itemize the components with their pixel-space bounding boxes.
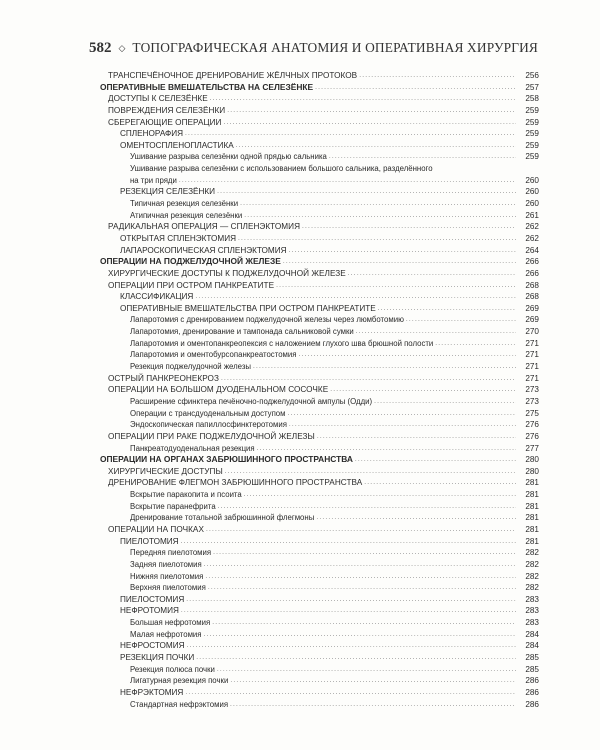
toc-entry-page: 259 xyxy=(516,128,539,140)
toc-entry[interactable] xyxy=(100,617,539,629)
dot-leader xyxy=(186,594,516,606)
dot-leader xyxy=(181,536,516,548)
toc-entry[interactable] xyxy=(100,326,539,338)
toc-entry[interactable] xyxy=(100,198,539,210)
toc-entry[interactable] xyxy=(100,571,539,583)
toc-entry-title: Задняя пиелотомия xyxy=(130,559,202,569)
running-title: ТОПОГРАФИЧЕСКАЯ АНАТОМИЯ И ОПЕРАТИВНАЯ ХИРУРГИЯ xyxy=(132,40,538,55)
toc-entry-page: 260 xyxy=(516,186,539,198)
toc-entry-page: 269 xyxy=(516,303,539,315)
dot-leader xyxy=(330,384,516,396)
dot-leader xyxy=(181,605,516,617)
toc-entry[interactable] xyxy=(100,245,539,257)
toc-entry-page: 258 xyxy=(516,93,539,105)
toc-entry[interactable] xyxy=(100,349,539,361)
toc-entry[interactable] xyxy=(100,559,539,571)
toc-entry[interactable] xyxy=(100,373,539,385)
toc-entry-page: 280 xyxy=(516,454,539,466)
toc-entry-title: ПИЕЛОТОМИЯ xyxy=(120,536,179,546)
toc-entry[interactable] xyxy=(100,536,539,548)
diamond-icon: ◇ xyxy=(118,43,126,53)
toc-entry[interactable] xyxy=(100,477,539,489)
toc-entry[interactable] xyxy=(100,105,539,117)
dot-leader xyxy=(244,210,516,222)
toc-entry-page: 286 xyxy=(516,675,539,687)
toc-entry[interactable] xyxy=(100,466,539,478)
toc-entry-title: НЕФРОТОМИЯ xyxy=(120,606,179,616)
toc-entry-page: 259 xyxy=(516,151,539,163)
toc-entry[interactable] xyxy=(100,175,539,187)
toc-entry-page: 268 xyxy=(516,291,539,303)
dot-leader xyxy=(289,245,516,257)
toc-entry[interactable] xyxy=(100,408,539,420)
dot-leader xyxy=(329,151,516,163)
dot-leader xyxy=(236,140,516,152)
dot-leader xyxy=(359,70,516,82)
toc-entry[interactable] xyxy=(100,256,539,268)
toc-entry[interactable] xyxy=(100,605,539,617)
dot-leader xyxy=(185,687,516,699)
dot-leader xyxy=(406,314,516,326)
toc-entry[interactable] xyxy=(100,314,539,326)
dot-leader xyxy=(195,291,516,303)
dot-leader xyxy=(204,559,516,571)
toc-entry-page: 257 xyxy=(516,82,539,94)
toc-entry[interactable] xyxy=(100,501,539,513)
toc-entry[interactable] xyxy=(100,186,539,198)
dot-leader xyxy=(348,268,516,280)
dot-leader xyxy=(356,326,516,338)
toc-entry[interactable] xyxy=(100,280,539,292)
dot-leader xyxy=(205,571,516,583)
toc-entry-title: Панкреатодуоденальная резекция xyxy=(130,443,255,453)
dot-leader xyxy=(316,512,516,524)
toc-entry-title: СПЛЕНОРАФИЯ xyxy=(120,129,184,139)
toc-entry-title: ТРАНСПЕЧЁНОЧНОЕ ДРЕНИРОВАНИЕ ЖЁЛЧНЫХ ПРОТОКОВ xyxy=(108,71,358,80)
toc-entry[interactable] xyxy=(100,396,539,408)
dot-leader xyxy=(374,396,516,408)
toc-entry-title: НЕФРЭКТОМИЯ xyxy=(120,687,184,697)
toc-entry-page: 266 xyxy=(516,268,539,280)
toc-entry[interactable] xyxy=(100,210,539,222)
toc-entry-page: 284 xyxy=(516,629,539,641)
dot-leader xyxy=(364,477,516,489)
toc-entry-page: 266 xyxy=(516,256,539,268)
table-of-contents xyxy=(100,70,539,710)
toc-entry[interactable] xyxy=(100,664,539,676)
toc-entry-page: 285 xyxy=(516,664,539,676)
dot-leader xyxy=(224,117,517,129)
dot-leader xyxy=(288,408,516,420)
page-header xyxy=(89,40,560,57)
toc-entry-title: ОПЕРАЦИИ НА ПОДЖЕЛУДОЧНОЙ ЖЕЛЕЗЕ xyxy=(100,256,281,267)
toc-entry[interactable] xyxy=(100,652,539,664)
toc-entry-title: РЕЗЕКЦИЯ ПОЧКИ xyxy=(120,653,195,663)
toc-entry-page: 283 xyxy=(516,594,539,606)
toc-entry-title: ОПЕРАЦИИ НА ПОЧКАХ xyxy=(108,524,204,534)
dot-leader xyxy=(213,547,516,559)
dot-leader xyxy=(244,489,516,501)
dot-leader xyxy=(185,128,516,140)
toc-entry-title: СБЕРЕГАЮЩИЕ ОПЕРАЦИИ xyxy=(108,117,222,127)
toc-entry-page: 286 xyxy=(516,699,539,711)
toc-entry[interactable] xyxy=(100,675,539,687)
dot-leader xyxy=(210,93,516,105)
toc-entry-title: на три пряди xyxy=(130,175,177,185)
toc-entry-title: КЛАССИФИКАЦИЯ xyxy=(120,292,194,302)
toc-entry-title: ОТКРЫТАЯ СПЛЕНЭКТОМИЯ xyxy=(120,233,237,243)
toc-entry-title: Верхняя пиелотомия xyxy=(130,583,206,593)
dot-leader xyxy=(217,186,516,198)
toc-entry-page: 268 xyxy=(516,280,539,292)
toc-entry[interactable] xyxy=(100,128,539,140)
toc-entry-page: 256 xyxy=(516,70,539,82)
dot-leader xyxy=(355,454,516,466)
toc-entry-title: ЛАПАРОСКОПИЧЕСКАЯ СПЛЕНЭКТОМИЯ xyxy=(120,245,287,255)
toc-entry-title: ПИЕЛОСТОМИЯ xyxy=(120,594,185,604)
dot-leader xyxy=(302,221,516,233)
toc-entry-title: Атипичная резекция селезёнки xyxy=(130,210,243,220)
toc-entry[interactable] xyxy=(100,117,539,129)
toc-entry[interactable] xyxy=(100,140,539,152)
toc-entry-title: ДОСТУПЫ К СЕЛЕЗЁНКЕ xyxy=(108,94,208,104)
dot-leader xyxy=(240,198,516,210)
dot-leader xyxy=(217,664,516,676)
toc-entry[interactable] xyxy=(100,361,539,373)
toc-entry[interactable] xyxy=(100,93,539,105)
toc-entry-title: Передняя пиелотомия xyxy=(130,548,212,558)
toc-entry[interactable] xyxy=(100,303,539,315)
toc-entry-page: 280 xyxy=(516,466,539,478)
toc-entry-page: 282 xyxy=(516,571,539,583)
toc-entry-page: 273 xyxy=(516,384,539,396)
toc-entry[interactable] xyxy=(100,384,539,396)
toc-entry[interactable] xyxy=(100,268,539,280)
toc-entry-page: 281 xyxy=(516,477,539,489)
toc-entry-title: ОПЕРАЦИИ НА ОРГАНАХ ЗАБРЮШИННОГО ПРОСТРАНСТВА xyxy=(100,454,353,465)
toc-entry[interactable] xyxy=(100,233,539,245)
toc-entry[interactable] xyxy=(100,512,539,524)
toc-entry-title: Операции с трансдуоденальным доступом xyxy=(130,408,286,418)
dot-leader xyxy=(317,431,516,443)
toc-entry-page: 281 xyxy=(516,524,539,536)
toc-entry-title: Лигатурная резекция почки xyxy=(130,676,229,686)
toc-entry[interactable] xyxy=(100,629,539,641)
toc-entry-page: 259 xyxy=(516,117,539,129)
toc-entry-title: ОСТРЫЙ ПАНКРЕОНЕКРОЗ xyxy=(108,373,219,383)
dot-leader xyxy=(253,361,516,373)
toc-entry-page: 271 xyxy=(516,349,539,361)
toc-entry-page: 271 xyxy=(516,373,539,385)
toc-entry-page: 259 xyxy=(516,140,539,152)
dot-leader xyxy=(227,105,516,117)
toc-entry-page: 261 xyxy=(516,210,539,222)
toc-entry-page: 270 xyxy=(516,326,539,338)
dot-leader xyxy=(196,652,516,664)
toc-entry-title: Лапаротомия с дренированием поджелудочной железы через люмботомию xyxy=(130,315,404,325)
toc-entry-page: 282 xyxy=(516,547,539,559)
toc-entry-title: ОПЕРАТИВНЫЕ ВМЕШАТЕЛЬСТВА ПРИ ОСТРОМ ПАНКРЕАТИТЕ xyxy=(120,303,376,313)
toc-entry-title: ХИРУРГИЧЕСКИЕ ДОСТУПЫ xyxy=(108,466,223,476)
toc-entry-page: 283 xyxy=(516,605,539,617)
page-number: 582 xyxy=(89,40,112,56)
toc-entry[interactable] xyxy=(100,431,539,443)
toc-entry-page: 260 xyxy=(516,198,539,210)
toc-entry[interactable] xyxy=(100,640,539,652)
toc-entry-title: ПОВРЕЖДЕНИЯ СЕЛЕЗЁНКИ xyxy=(108,105,226,115)
toc-entry-page: 262 xyxy=(516,221,539,233)
toc-entry[interactable] xyxy=(100,687,539,699)
toc-entry[interactable] xyxy=(100,547,539,559)
toc-entry-title: ОПЕРАТИВНЫЕ ВМЕШАТЕЛЬСТВА НА СЕЛЕЗЁНКЕ xyxy=(100,81,314,92)
toc-entry[interactable] xyxy=(100,524,539,536)
dot-leader xyxy=(378,303,516,315)
dot-leader xyxy=(187,640,516,652)
dot-leader xyxy=(218,501,516,513)
toc-entry[interactable] xyxy=(100,443,539,455)
toc-entry[interactable] xyxy=(100,594,539,606)
dot-leader xyxy=(289,419,516,431)
toc-entry-title: Большая нефротомия xyxy=(130,618,211,628)
toc-entry[interactable] xyxy=(100,221,539,233)
dot-leader xyxy=(212,617,516,629)
toc-entry-page: 281 xyxy=(516,536,539,548)
toc-entry-page: 271 xyxy=(516,361,539,373)
toc-entry-page: 282 xyxy=(516,582,539,594)
toc-entry-title: ОПЕРАЦИИ ПРИ ОСТРОМ ПАНКРЕАТИТЕ xyxy=(108,280,275,290)
dot-leader xyxy=(257,443,516,455)
toc-entry[interactable] xyxy=(100,582,539,594)
toc-entry-page: 283 xyxy=(516,617,539,629)
toc-entry[interactable] xyxy=(100,699,539,711)
toc-entry[interactable] xyxy=(100,70,539,82)
toc-entry-page: 281 xyxy=(516,512,539,524)
toc-entry-title: ОПЕРАЦИИ ПРИ РАКЕ ПОДЖЕЛУДОЧНОЙ ЖЕЛЕЗЫ xyxy=(108,431,315,441)
toc-entry[interactable] xyxy=(100,489,539,501)
toc-entry-page: 275 xyxy=(516,408,539,420)
toc-entry[interactable] xyxy=(100,291,539,303)
toc-entry-page: 281 xyxy=(516,489,539,501)
toc-entry-title: Нижняя пиелотомия xyxy=(130,571,204,581)
toc-entry-page: 277 xyxy=(516,443,539,455)
toc-entry-title: Дренирование тотальной забрюшинной флегмоны xyxy=(130,513,315,523)
toc-entry-page: 276 xyxy=(516,431,539,443)
toc-entry[interactable] xyxy=(100,151,539,163)
toc-entry-page: 262 xyxy=(516,233,539,245)
toc-entry-title: Вскрытие паракопита и псоита xyxy=(130,490,242,500)
toc-entry[interactable] xyxy=(100,338,539,350)
toc-entry-title: Вскрытие паранефрита xyxy=(130,501,216,511)
toc-entry-title: РЕЗЕКЦИЯ СЕЛЕЗЁНКИ xyxy=(120,187,216,197)
toc-entry-title: Типичная резекция селезёнки xyxy=(130,199,239,209)
dot-leader xyxy=(204,629,516,641)
dot-leader xyxy=(298,349,516,361)
toc-entry-page: 273 xyxy=(516,396,539,408)
dot-leader xyxy=(315,82,516,94)
dot-leader xyxy=(283,256,516,268)
toc-entry-page: 281 xyxy=(516,501,539,513)
toc-entry-title: ОМЕНТОСПЛЕНОПЛАСТИКА xyxy=(120,140,234,150)
dot-leader xyxy=(225,466,516,478)
toc-entry-page: 276 xyxy=(516,419,539,431)
toc-entry-title: НЕФРОСТОМИЯ xyxy=(120,641,185,651)
toc-entry-title: ОПЕРАЦИИ НА БОЛЬШОМ ДУОДЕНАЛЬНОМ СОСОЧКЕ xyxy=(108,385,329,395)
toc-entry[interactable] xyxy=(100,454,539,466)
toc-entry-page: 285 xyxy=(516,652,539,664)
toc-entry[interactable] xyxy=(100,419,539,431)
toc-entry-title: Лапаротомия и оментобурсопанкреатостомия xyxy=(130,350,297,360)
toc-entry-page: 271 xyxy=(516,338,539,350)
toc-entry-page: 286 xyxy=(516,687,539,699)
toc-entry-page: 260 xyxy=(516,175,539,187)
toc-entry-title: Резекция поджелудочной железы xyxy=(130,362,252,372)
toc-entry-title: Расширение сфинктера печёночно-поджелудочной ампулы (Одди) xyxy=(130,396,373,406)
toc-entry-page: 264 xyxy=(516,245,539,257)
toc-entry[interactable] xyxy=(100,163,539,175)
toc-entry-page: 269 xyxy=(516,314,539,326)
toc-entry[interactable] xyxy=(100,82,539,94)
toc-entry-title: Ушивание разрыва селезёнки одной прядью сальника xyxy=(130,152,327,162)
toc-entry-page: 284 xyxy=(516,640,539,652)
toc-entry-title: ДРЕНИРОВАНИЕ ФЛЕГМОН ЗАБРЮШИННОГО ПРОСТРАНСТВА xyxy=(108,478,363,488)
toc-entry-page: 282 xyxy=(516,559,539,571)
toc-entry-title: Ушивание разрыва селезёнки с использованием большого сальника, разделённого xyxy=(130,164,433,174)
toc-entry-title: Эндоскопическая папиллосфинктеротомия xyxy=(130,420,287,430)
dot-leader xyxy=(238,233,516,245)
dot-leader xyxy=(179,175,516,187)
toc-entry-title: Малая нефротомия xyxy=(130,629,202,639)
dot-leader xyxy=(435,338,516,350)
dot-leader xyxy=(208,582,516,594)
toc-entry-page: 259 xyxy=(516,105,539,117)
toc-entry-title: РАДИКАЛЬНАЯ ОПЕРАЦИЯ — СПЛЕНЭКТОМИЯ xyxy=(108,222,301,232)
dot-leader xyxy=(230,675,516,687)
toc-entry-title: Лапаротомия, дренирование и тампонада сальниковой сумки xyxy=(130,327,354,337)
dot-leader xyxy=(276,280,516,292)
toc-entry-title: Стандартная нефрэктомия xyxy=(130,699,229,709)
toc-entry-title: ХИРУРГИЧЕСКИЕ ДОСТУПЫ К ПОДЖЕЛУДОЧНОЙ ЖЕЛЕЗЕ xyxy=(108,268,346,278)
dot-leader xyxy=(221,373,516,385)
toc-entry-title: Лапаротомия и оментопанкреопексия с наложением глухого шва брюшной полости xyxy=(130,338,434,348)
dot-leader xyxy=(230,699,516,711)
toc-entry-title: Резекция полюса почки xyxy=(130,664,215,674)
dot-leader xyxy=(206,524,516,536)
